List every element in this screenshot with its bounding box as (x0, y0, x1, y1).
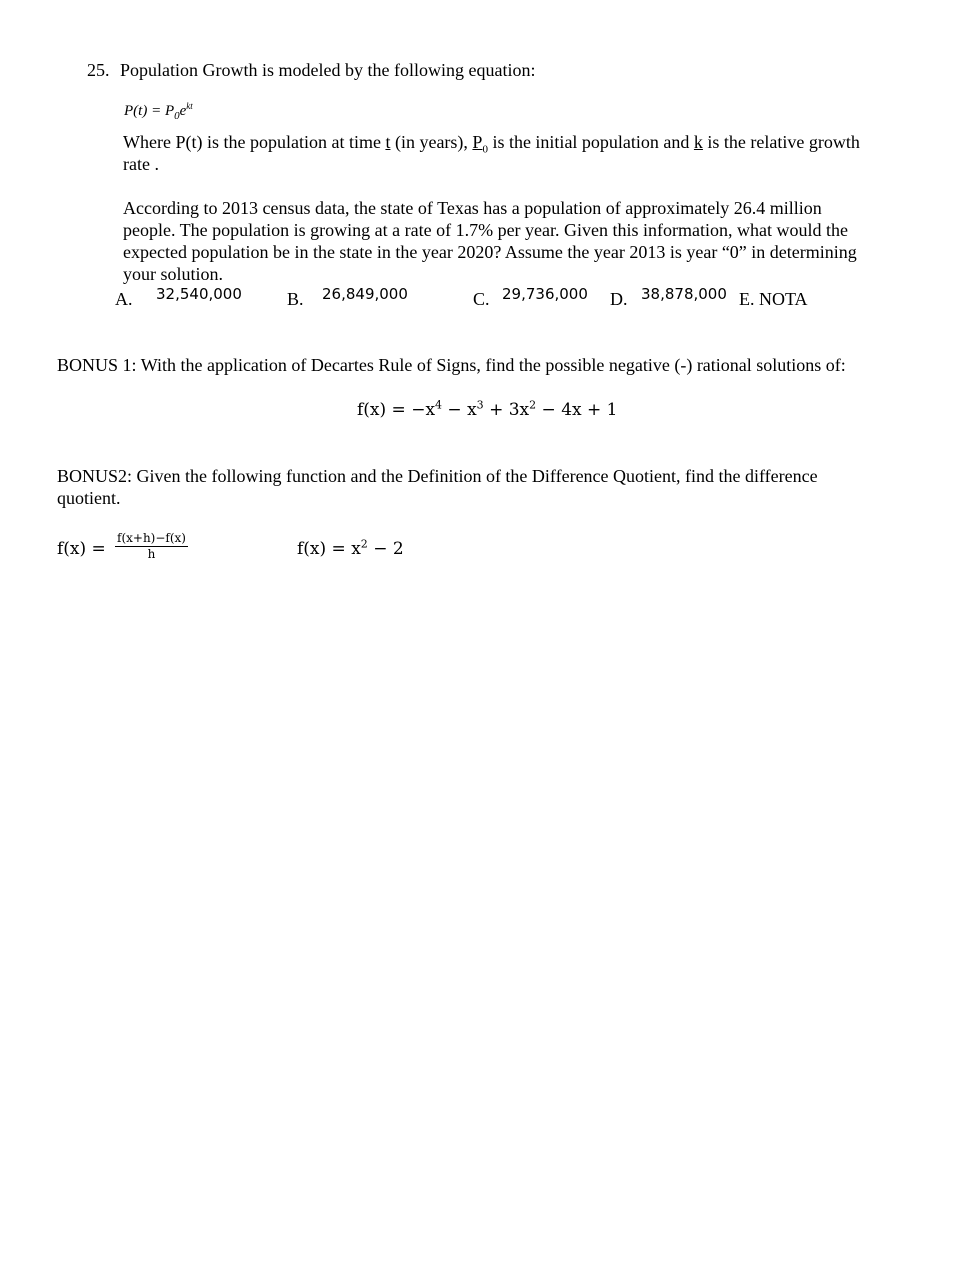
fraction-denominator: h (147, 547, 156, 561)
problem-body-line-3: expected population be in the state in the year 2020? Assume the year 2013 is year “0” in determining (123, 242, 857, 262)
problem-body-line-4: your solution. (123, 264, 224, 284)
growth-formula: $P(t) = P_0e^{kt}$ (124, 101, 193, 122)
bonus2-function: $f(x) = x^2 - 2$ (297, 537, 404, 559)
choice-b-value: 26,849,000 (322, 285, 408, 303)
variable-definitions: Where P(t) is the population at time t (in years), $P_0$ is the initial population and k is the relative growth (123, 132, 860, 156)
choice-e-letter: E. NOTA (739, 289, 808, 309)
choice-d-letter: D. (610, 289, 628, 309)
bonus1-prompt: BONUS 1: With the application of Decartes Rule of Signs, find the possible negative (-) rational solutions of: (57, 355, 846, 375)
variable-definitions-line2: rate . (123, 154, 159, 174)
choice-a-letter: A. (115, 289, 133, 309)
bonus2-prompt-line1: BONUS2: Given the following function and the Definition of the Difference Quotient, find the difference (57, 466, 818, 486)
question-prompt: Population Growth is modeled by the following equation: (120, 60, 536, 80)
choice-d-value: 38,878,000 (641, 285, 727, 303)
choice-b-letter: B. (287, 289, 304, 309)
choice-c-letter: C. (473, 289, 490, 309)
difference-quotient-fraction (115, 531, 188, 562)
bonus1-equation: $f(x) = -x^4 - x^3 + 3x^2 - 4x + 1$ (357, 398, 618, 420)
bonus2-prompt-line2: quotient. (57, 488, 121, 508)
choice-c-value: 29,736,000 (502, 285, 588, 303)
problem-body-line-2: people. The population is growing at a rate of 1.7% per year. Given this information, what would the (123, 220, 848, 240)
fraction-numerator: f(x+h)−f(x) (117, 531, 186, 545)
difference-quotient-lhs: f(x) = (57, 539, 106, 559)
p0-term: $P_0$ (472, 132, 488, 156)
question-number: 25. (87, 60, 110, 80)
choice-a-value: 32,540,000 (156, 285, 242, 303)
problem-body-line-1: According to 2013 census data, the state of Texas has a population of approximately 26.4 million (123, 198, 822, 218)
